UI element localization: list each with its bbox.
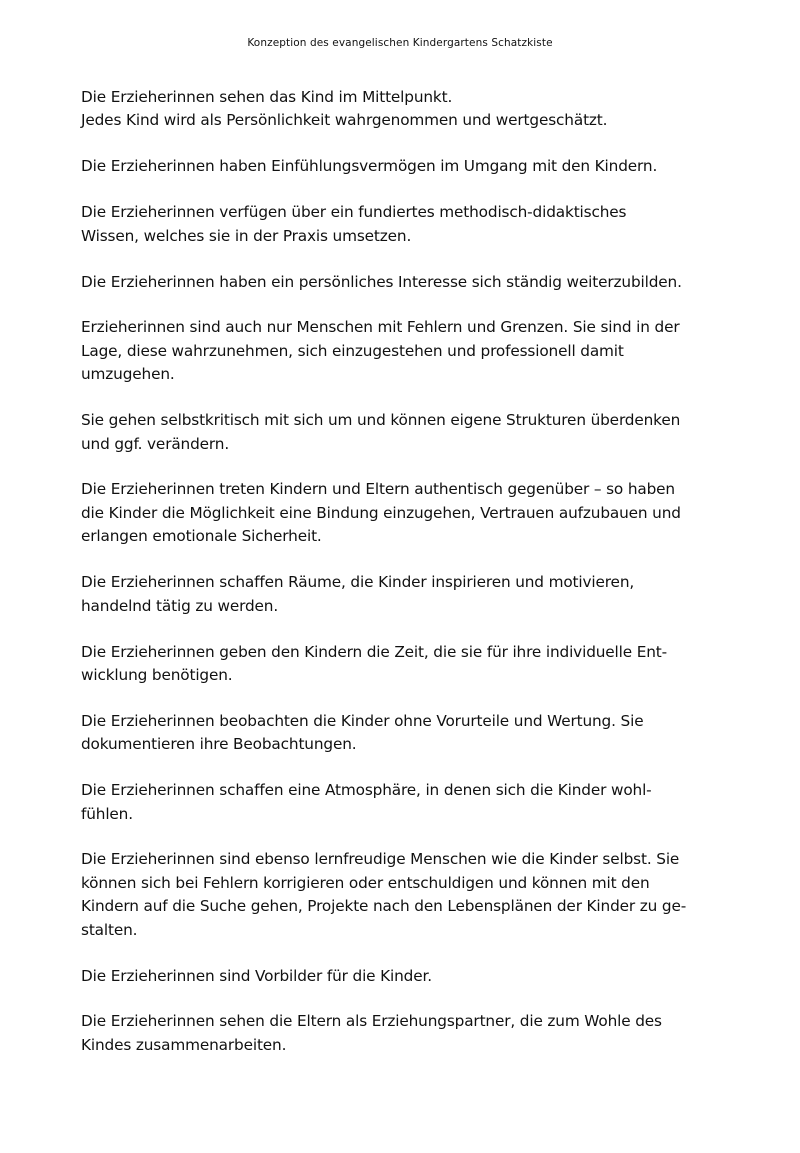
text-line: Erzieherinnen sind auch nur Menschen mit Fehlern und Grenzen. Sie sind in der xyxy=(81,318,680,337)
paragraph xyxy=(81,86,741,133)
text-line: Die Erzieherinnen treten Kindern und Eltern authentisch gegenüber – so haben xyxy=(81,480,675,499)
paragraph xyxy=(81,409,741,456)
text-line: Die Erzieherinnen sind Vorbilder für die Kinder. xyxy=(81,966,432,985)
text-line: Die Erzieherinnen sehen die Eltern als Erziehungspartner, die zum Wohle des xyxy=(81,1012,662,1031)
text-line: Die Erzieherinnen beobachten die Kinder ohne Vorurteile und Wertung. Sie xyxy=(81,711,644,730)
paragraph xyxy=(81,201,741,248)
text-line: Die Erzieherinnen haben Einfühlungsvermögen im Umgang mit den Kindern. xyxy=(81,157,658,176)
paragraph xyxy=(81,1010,741,1057)
text-line: Wissen, welches sie in der Praxis umsetzen. xyxy=(81,226,412,245)
paragraph xyxy=(81,641,741,688)
text-line: die Kinder die Möglichkeit eine Bindung einzugehen, Vertrauen aufzubauen und xyxy=(81,503,681,522)
text-line: Die Erzieherinnen schaffen eine Atmosphäre, in denen sich die Kinder wohl- xyxy=(81,781,652,800)
document-body xyxy=(81,86,741,1080)
text-line: Kindern auf die Suche gehen, Projekte nach den Lebensplänen der Kinder zu ge- xyxy=(81,897,687,916)
paragraph xyxy=(81,571,741,618)
paragraph xyxy=(81,271,741,294)
text-line: Lage, diese wahrzunehmen, sich einzugestehen und professionell damit xyxy=(81,341,624,360)
text-line: und ggf. verändern. xyxy=(81,434,230,453)
paragraph xyxy=(81,965,741,988)
text-line: Die Erzieherinnen schaffen Räume, die Kinder inspirieren und motivieren, xyxy=(81,573,635,592)
text-line: dokumentieren ihre Beobachtungen. xyxy=(81,735,357,754)
text-line: können sich bei Fehlern korrigieren oder entschuldigen und können mit den xyxy=(81,873,650,892)
text-line: fühlen. xyxy=(81,804,133,823)
paragraph xyxy=(81,848,741,942)
text-line: umzugehen. xyxy=(81,365,175,384)
text-line: erlangen emotionale Sicherheit. xyxy=(81,527,322,546)
text-line: Die Erzieherinnen sehen das Kind im Mittelpunkt. xyxy=(81,88,453,106)
text-line: Kindes zusammenarbeiten. xyxy=(81,1035,287,1054)
paragraph xyxy=(81,316,741,386)
paragraph xyxy=(81,155,741,178)
text-line: Die Erzieherinnen verfügen über ein fundiertes methodisch-didaktisches xyxy=(81,203,627,222)
text-line: handelnd tätig zu werden. xyxy=(81,596,279,615)
text-line: Die Erzieherinnen geben den Kindern die Zeit, die sie für ihre individuelle Ent- xyxy=(81,642,668,661)
paragraph xyxy=(81,478,741,548)
text-line: Sie gehen selbstkritisch mit sich um und können eigene Strukturen überdenken xyxy=(81,411,681,430)
paragraph xyxy=(81,779,741,826)
text-line: stalten. xyxy=(81,920,138,939)
paragraph xyxy=(81,710,741,757)
text-line: Die Erzieherinnen haben ein persönliches Interesse sich ständig weiterzubilden. xyxy=(81,272,682,291)
text-line: wicklung benötigen. xyxy=(81,665,233,684)
page-header: Konzeption des evangelischen Kindergartens Schatzkiste xyxy=(247,37,553,49)
text-line: Jedes Kind wird als Persönlichkeit wahrgenommen und wertgeschätzt. xyxy=(81,111,608,130)
text-line: Die Erzieherinnen sind ebenso lernfreudige Menschen wie die Kinder selbst. Sie xyxy=(81,850,680,869)
